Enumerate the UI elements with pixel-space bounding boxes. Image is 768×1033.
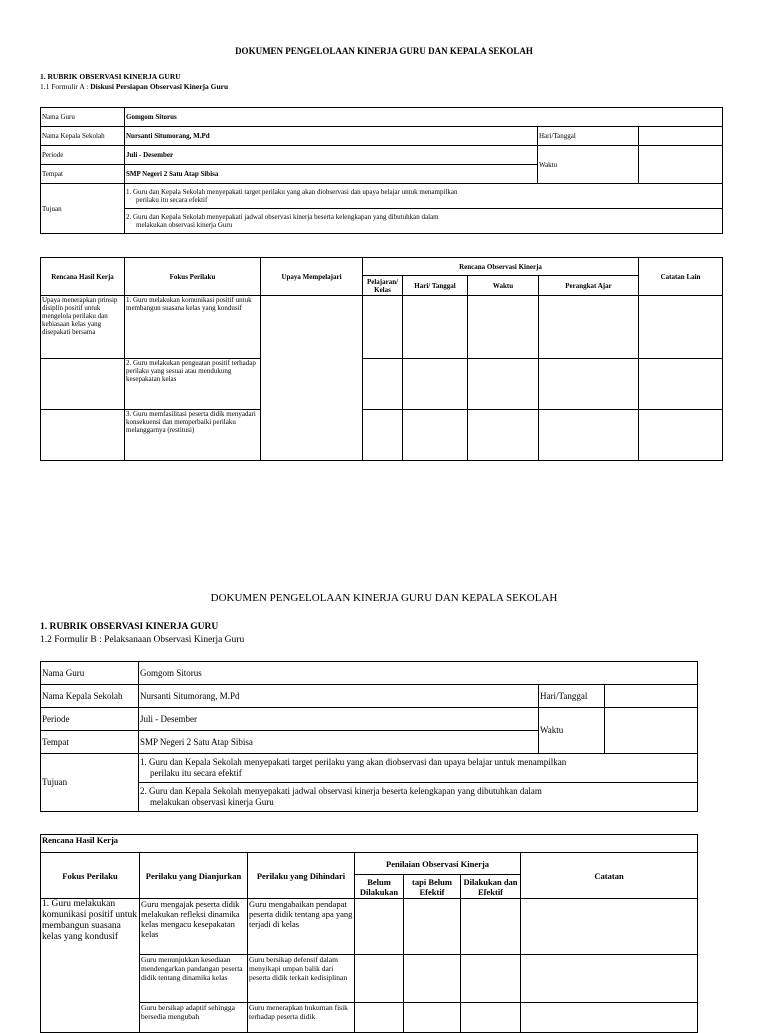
header-perangkat-ajar: Perangkat Ajar [539, 276, 639, 296]
section-title-2: 1. RUBRIK OBSERVASI KINERJA GURU [40, 622, 219, 632]
plan-cell[interactable] [539, 359, 639, 410]
label-periode: Periode [41, 708, 139, 731]
tujuan-item-1 [139, 754, 698, 783]
header-rencana-observasi: Rencana Observasi Kinerja [363, 258, 639, 276]
assessment-cell[interactable] [461, 1003, 521, 1033]
header-catatan: Catatan [521, 853, 698, 899]
section-title: 1. RUBRIK OBSERVASI KINERJA GURU [40, 72, 181, 81]
document-title: DOKUMEN PENGELOLAAN KINERJA GURU DAN KEPALA SEKOLAH [235, 46, 533, 56]
anjur-cell-1: Guru mengajak peserta didik melakukan refleksi dinamika kelas mengacu kesepakatan kelas [140, 899, 248, 955]
observation-assessment-table [40, 834, 698, 1033]
value-waktu[interactable] [605, 708, 698, 754]
header-penilaian-observasi: Penilaian Observasi Kinerja [355, 853, 521, 875]
subsection-title-2: 1.2 Formulir B : Pelaksanaan Observasi Kinerja Guru [40, 635, 245, 645]
fokus-cell-2: 2. Guru melakukan penguatan positif terhadap perilaku yang sesuai atau mendukung kesepakatan kelas [125, 359, 261, 410]
tujuan-2-line-1: 2. Guru dan Kepala Sekolah menyepakati jadwal observasi kinerja beserta kelengkapan yang dibutuhkan dalam [140, 786, 542, 796]
tujuan-1-line-1: 1. Guru dan Kepala Sekolah menyepakati target perilaku yang akan diobservasi dan upaya belajar untuk menampilkan [140, 757, 567, 767]
tujuan-1-line-2: perilaku itu secara efektif [150, 768, 242, 778]
value-kepala-sekolah: Nursanti Situmorang, M.Pd [139, 685, 539, 708]
document-title-2: DOKUMEN PENGELOLAAN KINERJA GURU DAN KEPALA SEKOLAH [210, 592, 558, 604]
label-periode: Periode [41, 146, 125, 165]
value-periode: Juli - Desember [125, 146, 538, 165]
header-tapi-belum-efektif: tapi Belum Efektif [404, 875, 461, 899]
plan-cell[interactable] [363, 410, 403, 461]
tujuan-2-line-1: 2. Guru dan Kepala Sekolah menyepakati jadwal observasi kinerja beserta kelengkapan yang dibutuhkan dalam [126, 213, 439, 221]
header-pelajaran-kelas: Pelajaran/ Kelas [363, 276, 403, 296]
plan-cell[interactable] [468, 410, 539, 461]
header-belum-dilakukan: Belum Dilakukan [355, 875, 404, 899]
tujuan-item-1 [125, 184, 723, 209]
label-nama-guru: Nama Guru [41, 662, 139, 685]
assessment-cell[interactable] [404, 1003, 461, 1033]
label-tujuan: Tujuan [41, 754, 139, 812]
tujuan-1-line-2: perilaku itu secara efektif [136, 196, 208, 204]
plan-cell[interactable] [363, 296, 403, 359]
label-hari-tanggal: Hari/Tanggal [538, 127, 639, 146]
value-hari-tanggal[interactable] [639, 127, 723, 146]
tujuan-2-line-2: melakukan observasi kinerja Guru [136, 221, 233, 229]
plan-cell[interactable] [539, 296, 639, 359]
plan-cell[interactable] [539, 410, 639, 461]
label-kepala-sekolah: Nama Kepala Sekolah [41, 127, 125, 146]
subsection-prefix: 1.1 Formulir A : [40, 82, 91, 91]
header-hari-tanggal: Hari/ Tanggal [403, 276, 468, 296]
hindar-cell-1: Guru mengabaikan pendapat peserta didik tentang apa yang terjadi di kelas [248, 899, 355, 955]
value-nama-guru: Gomgom Sitorus [125, 108, 723, 127]
header-upaya-mempelajari: Upaya Mempelajari [261, 258, 363, 296]
tujuan-item-2 [125, 209, 723, 234]
value-waktu[interactable] [639, 146, 723, 184]
label-tempat: Tempat [41, 165, 125, 184]
header-catatan-lain: Catatan Lain [639, 258, 723, 296]
label-tempat: Tempat [41, 731, 139, 754]
label-kepala-sekolah: Nama Kepala Sekolah [41, 685, 139, 708]
catatan-cell[interactable] [521, 955, 698, 1003]
header-perilaku-dianjurkan: Perilaku yang Dianjurkan [140, 853, 248, 899]
plan-cell[interactable] [468, 359, 539, 410]
header-fokus-perilaku: Fokus Perilaku [125, 258, 261, 296]
section-heading-2 [40, 621, 244, 647]
header-rencana-hasil-kerja: Rencana Hasil Kerja [41, 835, 698, 853]
observation-plan-table [40, 257, 723, 461]
fokus-cell-3: 3. Guru memfasilitasi peserta didik menyadari konsekuensi dan memperbaiki perilaku melanggarnya (restitusi) [125, 410, 261, 461]
subsection-name: Diskusi Persiapan Observasi Kinerja Guru [90, 82, 229, 91]
plan-cell[interactable] [403, 296, 468, 359]
rencana-cell: Upaya menerapkan prinsip disiplin positif untuk mengelola perilaku dan kebiasaan kelas yang disepakati bersama [41, 296, 125, 359]
label-waktu: Waktu [538, 146, 639, 184]
assessment-cell[interactable] [355, 1003, 404, 1033]
assessment-cell[interactable] [355, 955, 404, 1003]
plan-cell[interactable] [468, 296, 539, 359]
header-fokus-perilaku: Fokus Perilaku [41, 853, 140, 899]
anjur-cell-2: Guru menunjukkan kesediaan mendengarkan pandangan peserta didik tentang dinamika kelas [140, 955, 248, 1003]
section-heading [40, 72, 228, 92]
rencana-cell-empty[interactable] [41, 359, 125, 410]
fokus-cell-1: 1. Guru melakukan komunikasi positif untuk membangun suasana kelas yang kondusif [125, 296, 261, 359]
plan-cell[interactable] [403, 410, 468, 461]
tujuan-item-2 [139, 783, 698, 812]
plan-cell[interactable] [363, 359, 403, 410]
label-waktu: Waktu [539, 708, 605, 754]
plan-cell[interactable] [639, 410, 723, 461]
value-periode: Juli - Desember [139, 708, 539, 731]
tujuan-2-line-2: melakukan observasi kinerja Guru [150, 797, 274, 807]
value-kepala-sekolah: Nursanti Situmorang, M.Pd [125, 127, 538, 146]
tujuan-1-line-1: 1. Guru dan Kepala Sekolah menyepakati target perilaku yang akan diobservasi dan upaya belajar untuk menampilkan [126, 188, 458, 196]
hindar-cell-2: Guru bersikap defensif dalam menyikapi umpan balik dari peserta didik terkait kedisiplinan [248, 955, 355, 1003]
assessment-cell[interactable] [404, 955, 461, 1003]
anjur-cell-3: Guru bersikap adaptif sehingga bersedia mengubah [140, 1003, 248, 1033]
value-nama-guru: Gomgom Sitorus [139, 662, 698, 685]
header-perilaku-dihindari: Perilaku yang Dihindari [248, 853, 355, 899]
upaya-cell[interactable] [261, 296, 363, 461]
catatan-cell[interactable] [521, 899, 698, 955]
catatan-cell[interactable] [521, 1003, 698, 1033]
value-tempat: SMP Negeri 2 Satu Atap Sibisa [125, 165, 538, 184]
assessment-cell[interactable] [461, 899, 521, 955]
hindar-cell-3: Guru menerapkan hukuman fisik terhadap peserta didik [248, 1003, 355, 1033]
label-hari-tanggal: Hari/Tanggal [539, 685, 605, 708]
value-hari-tanggal[interactable] [605, 685, 698, 708]
plan-cell[interactable] [639, 296, 723, 359]
subsection-title [40, 82, 228, 92]
header-rencana-hasil-kerja: Rencana Hasil Kerja [41, 258, 125, 296]
assessment-cell[interactable] [461, 955, 521, 1003]
label-tujuan: Tujuan [41, 184, 125, 234]
header-dilakukan-efektif: Dilakukan dan Efektif [461, 875, 521, 899]
assessment-cell[interactable] [404, 899, 461, 955]
header-waktu: Waktu [468, 276, 539, 296]
fokus-cell-1: 1. Guru melakukan komunikasi positif untuk membangun suasana kelas yang kondusif [41, 899, 140, 1033]
label-nama-guru: Nama Guru [41, 108, 125, 127]
plan-cell[interactable] [403, 359, 468, 410]
plan-cell[interactable] [639, 359, 723, 410]
identity-table [40, 107, 723, 234]
identity-table-2 [40, 661, 698, 812]
value-tempat: SMP Negeri 2 Satu Atap Sibisa [139, 731, 539, 754]
rencana-cell-empty[interactable] [41, 410, 125, 461]
assessment-cell[interactable] [355, 899, 404, 955]
